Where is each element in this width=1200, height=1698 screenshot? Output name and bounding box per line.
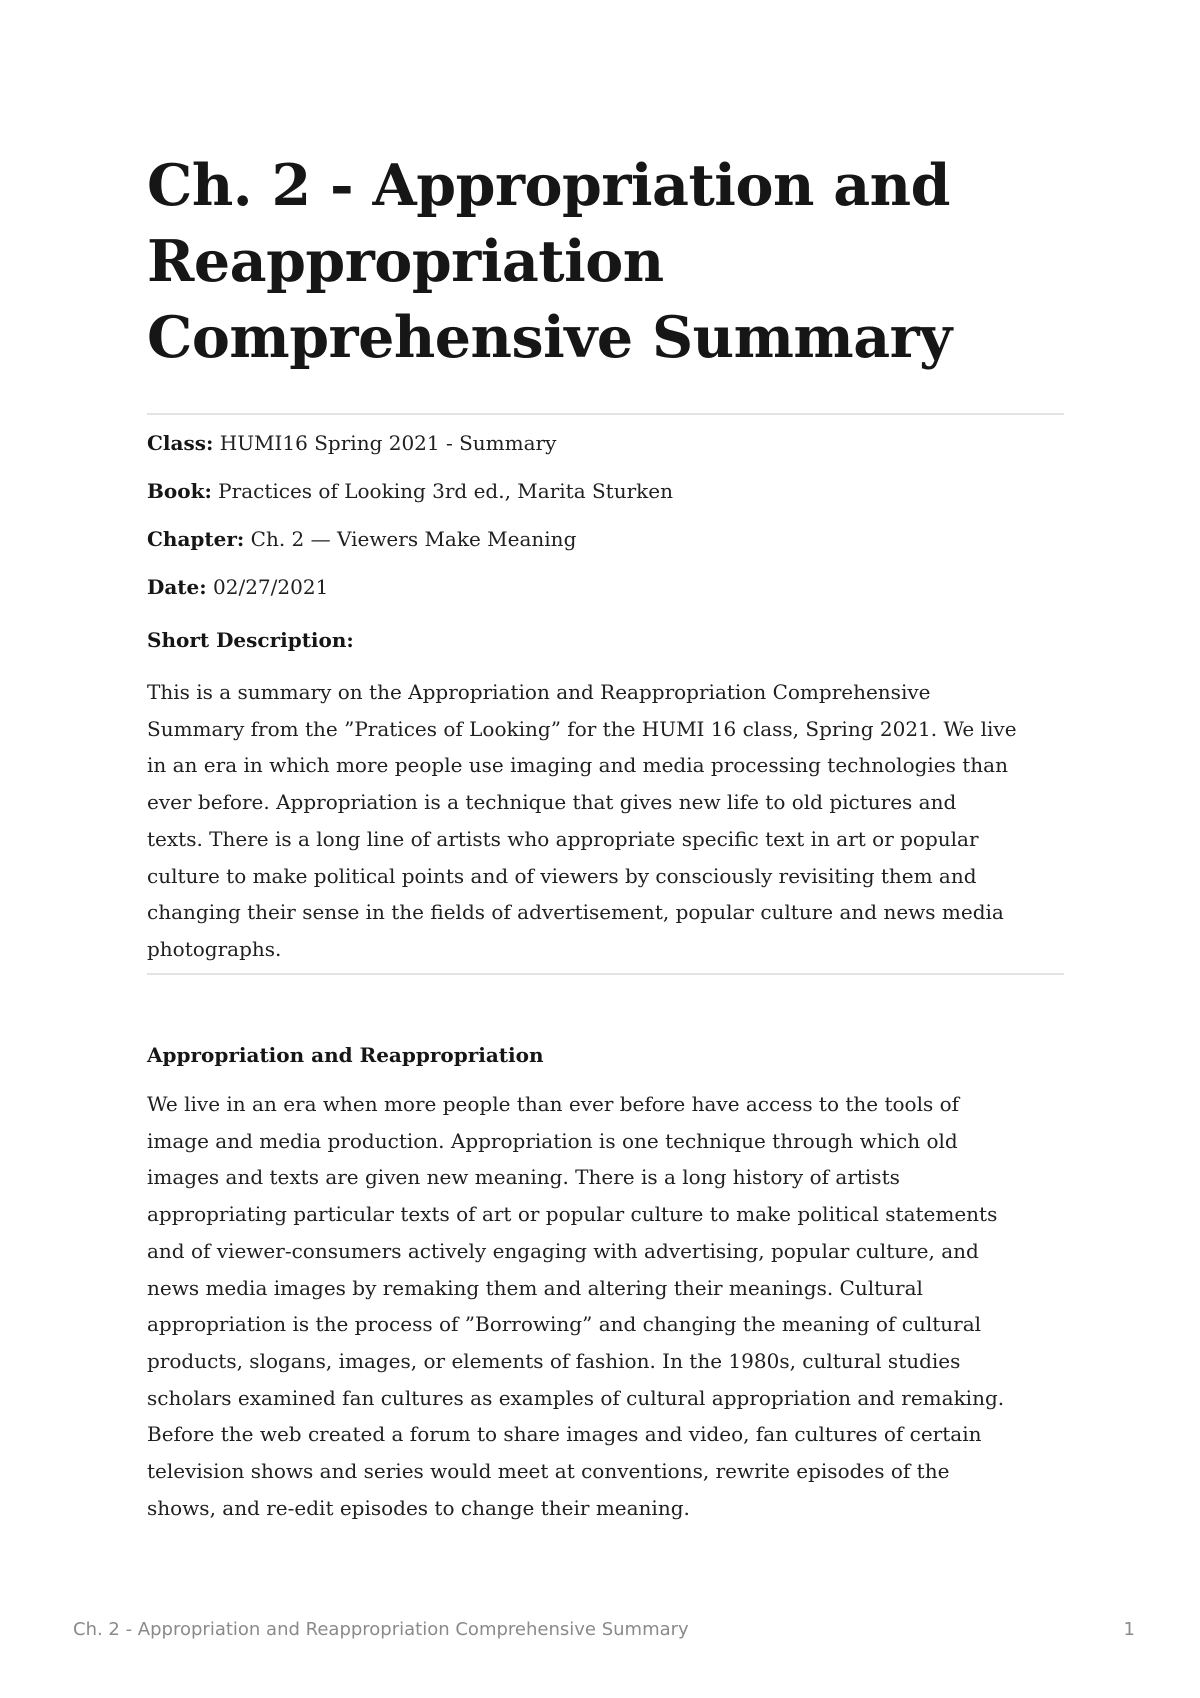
text-line: ever before. Appropriation is a technique that gives new life to old pictures and	[147, 790, 957, 815]
property-value: Ch. 2 — Viewers Make Meaning	[244, 527, 577, 551]
footer-title: Ch. 2 - Appropriation and Reappropriation Comprehensive Summary	[73, 1619, 689, 1640]
text-line: Summary from the ”Pratices of Looking” for the HUMI 16 class, Spring 2021. We live	[147, 716, 1017, 741]
property-label: Book:	[147, 479, 212, 503]
title-line: Comprehensive Summary	[147, 304, 952, 371]
title-line: Reappropriation	[147, 228, 664, 295]
section-heading: Appropriation and Reappropriation	[147, 1043, 544, 1067]
footer-page-number: 1	[1123, 1619, 1135, 1640]
text-line: appropriation is the process of ”Borrowing” and changing the meaning of cultural	[147, 1312, 982, 1337]
property-class	[147, 425, 1064, 473]
property-value: 02/27/2021	[206, 575, 329, 599]
text-line: culture to make political points and of viewers by consciously revisiting them and	[147, 863, 977, 888]
text-line: texts. There is a long line of artists who appropriate specific text in art or popular	[147, 826, 979, 851]
short-description-label: Short Description:	[147, 628, 354, 652]
page-title	[147, 148, 1064, 376]
section-body	[147, 1086, 1064, 1526]
text-line: photographs.	[147, 936, 282, 961]
property-value: Practices of Looking 3rd ed., Marita Sturken	[211, 479, 673, 503]
text-line: appropriating particular texts of art or popular culture to make political statements	[147, 1202, 998, 1227]
text-line: news media images by remaking them and altering their meanings. Cultural	[147, 1275, 923, 1300]
text-line: products, slogans, images, or elements of fashion. In the 1980s, cultural studies	[147, 1348, 961, 1373]
text-line: Before the web created a forum to share images and video, fan cultures of certain	[147, 1422, 982, 1447]
text-line: images and texts are given new meaning. There is a long history of artists	[147, 1165, 900, 1190]
divider-bottom	[147, 973, 1064, 975]
property-chapter	[147, 521, 1064, 569]
short-description-text	[147, 674, 1064, 968]
property-value: HUMI16 Spring 2021 - Summary	[213, 431, 557, 455]
properties-list	[147, 425, 1064, 617]
title-line: Ch. 2 - Appropriation and	[147, 152, 950, 219]
text-line: image and media production. Appropriation is one technique through which old	[147, 1128, 958, 1153]
text-line: This is a summary on the Appropriation and Reappropriation Comprehensive	[147, 680, 931, 704]
property-label: Date:	[147, 575, 207, 599]
text-line: shows, and re-edit episodes to change their meaning.	[147, 1495, 690, 1520]
property-label: Chapter:	[147, 527, 245, 551]
text-line: We live in an era when more people than ever before have access to the tools of	[147, 1092, 960, 1116]
text-line: and of viewer-consumers actively engaging with advertising, popular culture, and	[147, 1238, 979, 1263]
property-label: Class:	[147, 431, 214, 455]
divider-top	[147, 413, 1064, 415]
text-line: scholars examined fan cultures as examples of cultural appropriation and remaking.	[147, 1385, 1005, 1410]
property-date	[147, 569, 1064, 617]
text-line: changing their sense in the fields of advertisement, popular culture and news media	[147, 900, 1004, 925]
property-book	[147, 473, 1064, 521]
text-line: television shows and series would meet at conventions, rewrite episodes of the	[147, 1459, 950, 1484]
text-line: in an era in which more people use imaging and media processing technologies than	[147, 753, 1008, 778]
